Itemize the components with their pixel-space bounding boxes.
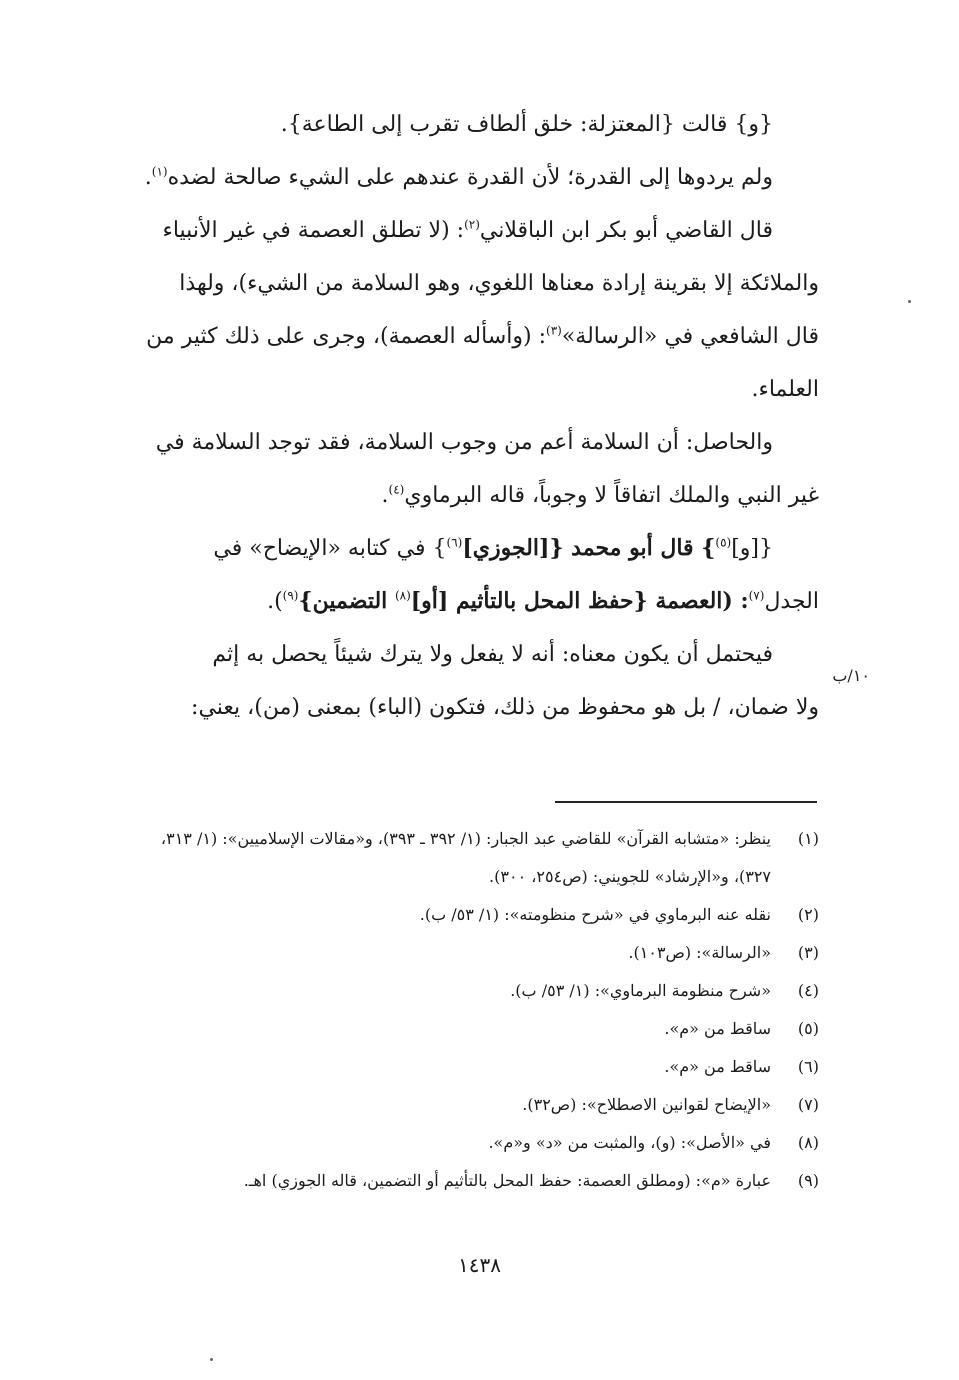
footnote-text: ساقط من «م». — [664, 1057, 771, 1076]
footnote — [119, 1048, 819, 1086]
footnote-number: (١) — [797, 829, 819, 848]
manuscript-folio-marker: ١٠/ب — [832, 666, 870, 685]
text-segment: ولم يردوها إلى القدرة؛ لأن القدرة عندهم على الشيء صالحة لضده — [167, 165, 773, 190]
footnote-text: «شرح منظومة البرماوي»: (١/ ٥٣/ ب). — [510, 981, 771, 1000]
text-segment: قال القاضي أبو بكر ابن الباقلاني — [479, 218, 773, 243]
text-line — [121, 257, 819, 310]
scan-speck — [210, 1358, 213, 1361]
text-line — [121, 522, 819, 575]
footnote-number: (٨) — [797, 1133, 819, 1152]
text-segment: : (لا تطلق العصمة في غير الأنبياء — [162, 218, 465, 243]
footnotes — [119, 820, 819, 1200]
footnote-number: (٦) — [797, 1057, 819, 1076]
text-segment: : (وأسأله العصمة)، وجرى على ذلك كثير من — [146, 324, 546, 349]
scan-speck — [908, 300, 911, 303]
footnote-ref: (٥) — [715, 535, 732, 550]
footnote-ref: (٢) — [464, 217, 480, 232]
text-line — [121, 628, 819, 681]
footnote — [119, 1086, 819, 1124]
text-segment: } في كتابه «الإيضاح» في — [213, 536, 447, 561]
footnote-text: في «الأصل»: (و)، والمثبت من «د» و«م». — [488, 1133, 771, 1152]
text-segment: قال الشافعي في «الرسالة» — [561, 324, 819, 349]
text-segment: التضمين} — [298, 588, 395, 614]
footnote-ref: (٣) — [546, 323, 562, 338]
footnote-number: (٧) — [797, 1095, 819, 1114]
text-line — [121, 416, 819, 469]
text-segment: العلماء. — [751, 377, 819, 402]
text-line — [121, 98, 819, 151]
footnote-text: «الإيضاح لقوانين الاصطلاح»: (ص٣٢). — [522, 1095, 771, 1114]
footnote — [119, 1124, 819, 1162]
text-segment: {و} قالت {المعتزلة: خلق ألطاف تقرب إلى الطاعة}. — [280, 112, 773, 137]
footnote — [119, 1010, 819, 1048]
main-text — [121, 98, 819, 734]
text-line — [121, 363, 819, 416]
text-segment: : (العصمة {حفظ المحل بالتأثيم [أو] — [410, 588, 749, 614]
text-line — [121, 681, 819, 734]
footnote-ref: (٤) — [388, 482, 405, 497]
footnote-text: عبارة «م»: (ومطلق العصمة: حفظ المحل بالتأثيم أو التضمين، قاله الجوزي) اهـ. — [243, 1171, 771, 1190]
text-line — [121, 575, 819, 628]
footnote-ref: (٩) — [282, 588, 299, 603]
footnote — [119, 820, 819, 896]
footnote-ref: (٧) — [748, 588, 765, 603]
text-segment: ). — [267, 589, 283, 614]
text-segment: غير النبي والملك اتفاقاً لا وجوباً، قاله البرماوي — [404, 483, 819, 508]
footnote-number: (٣) — [797, 943, 819, 962]
text-segment: . — [144, 165, 152, 190]
footnote-ref: (٨) — [394, 588, 411, 603]
footnote-text: نقله عنه البرماوي في «شرح منظومته»: (١/ ٥٣/ ب). — [419, 905, 771, 924]
footnote-text: ينظر: «متشابه القرآن» للقاضي عبد الجبار: (١/ ٣٩٢ ـ ٣٩٣)، و«مقالات الإسلاميين»: (١/ ٣١٣، ٣٢٧)، و«الإرشاد» للجويني: (ص٢٥٤، ٣٠٠). — [160, 829, 771, 886]
text-line — [121, 151, 819, 204]
footnote-number: (٤) — [797, 981, 819, 1000]
footnote — [119, 934, 819, 972]
footnote-number: (٩) — [797, 1171, 819, 1190]
text-segment: والملائكة إلا بقرينة إرادة معناها اللغوي، وهو السلامة من الشيء)، ولهذا — [179, 271, 819, 296]
text-line — [121, 310, 819, 363]
text-segment: . — [381, 483, 389, 508]
page-number: ١٤٣٨ — [458, 1253, 501, 1277]
footnote-text: ساقط من «م». — [664, 1019, 771, 1038]
footnote-separator — [555, 801, 817, 803]
text-segment: والحاصل: أن السلامة أعم من وجوب السلامة، فقد توجد السلامة في — [155, 430, 773, 455]
footnote-text: «الرسالة»: (ص١٠٣). — [628, 943, 771, 962]
text-segment: {[و] — [731, 536, 773, 561]
text-line — [121, 469, 819, 522]
footnote — [119, 1162, 819, 1200]
footnote-number: (٢) — [797, 905, 819, 924]
footnote-ref: (١) — [151, 164, 168, 179]
text-segment: ولا ضمان، / بل هو محفوظ من ذلك، فتكون (الباء) بمعنى (من)، يعني: — [191, 695, 819, 720]
footnote — [119, 972, 819, 1010]
footnote — [119, 896, 819, 934]
text-segment: الجدل — [764, 589, 819, 614]
footnote-number: (٥) — [797, 1019, 819, 1038]
text-line — [121, 204, 819, 257]
text-segment: } قال أبو محمد {[الجوزي] — [462, 535, 716, 561]
footnote-ref: (٦) — [446, 535, 463, 550]
text-segment: فيحتمل أن يكون معناه: أنه لا يفعل ولا يترك شيئاً يحصل به إثم — [212, 642, 773, 667]
